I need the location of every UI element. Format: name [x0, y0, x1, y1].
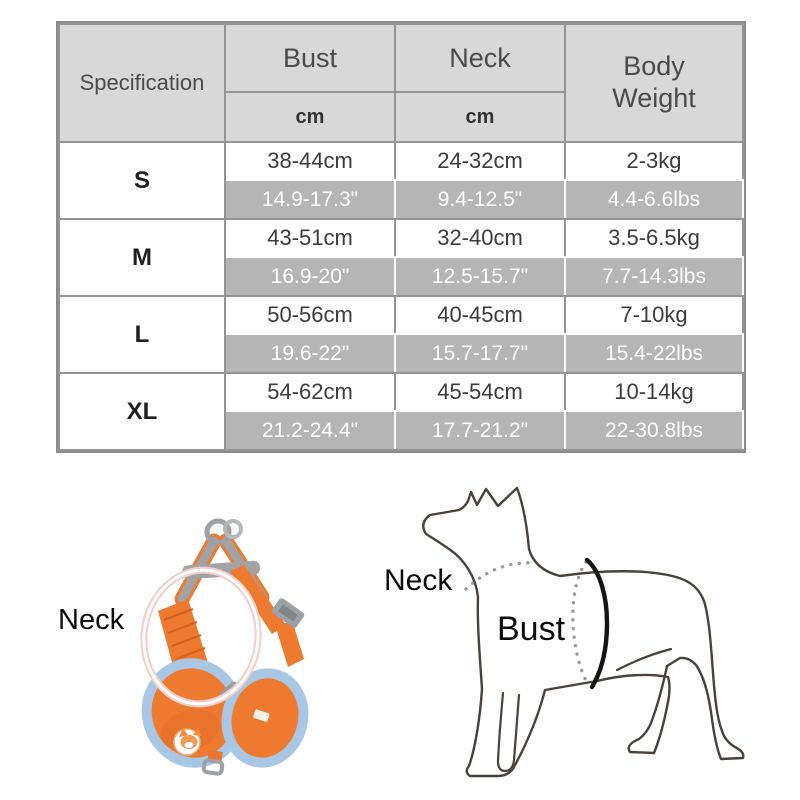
- header-bust: Bust: [225, 24, 395, 92]
- bust-cm-s: 38-44cm: [225, 142, 395, 180]
- size-label-s: S: [59, 142, 225, 219]
- bust-in-m: 16.9-20": [225, 257, 395, 296]
- dog-measurement-diagram: [370, 460, 790, 800]
- neck-in-m: 12.5-15.7": [395, 257, 565, 296]
- neck-in-s: 9.4-12.5": [395, 180, 565, 219]
- table-row-s-cm: [59, 142, 743, 180]
- weight-kg-l: 7-10kg: [565, 296, 743, 334]
- header-specification: Specification: [59, 24, 225, 142]
- table-row-m-cm: [59, 219, 743, 257]
- size-chart: [56, 21, 746, 453]
- table-row-xl-cm: [59, 373, 743, 411]
- size-chart-table: [58, 23, 744, 451]
- weight-kg-s: 2-3kg: [565, 142, 743, 180]
- neck-cm-m: 32-40cm: [395, 219, 565, 257]
- harness-right-strap: [230, 565, 305, 667]
- weight-lbs-xl: 22-30.8lbs: [565, 411, 743, 450]
- header-neck: Neck: [395, 24, 565, 92]
- weight-lbs-s: 4.4-6.6lbs: [565, 180, 743, 219]
- dog-bust-label: Bust: [497, 610, 566, 648]
- bust-in-l: 19.6-22": [225, 334, 395, 373]
- bust-in-xl: 21.2-24.4": [225, 411, 395, 450]
- harness-neck-label: Neck: [58, 604, 125, 636]
- header-neck-unit: cm: [395, 92, 565, 142]
- neck-in-l: 15.7-17.7": [395, 334, 565, 373]
- size-label-xl: XL: [59, 373, 225, 450]
- harness-body: [138, 652, 313, 773]
- weight-kg-m: 3.5-6.5kg: [565, 219, 743, 257]
- harness-product-image: [138, 515, 328, 780]
- neck-cm-l: 40-45cm: [395, 296, 565, 334]
- bust-in-s: 14.9-17.3": [225, 180, 395, 219]
- dog-outline: [423, 488, 743, 776]
- header-bust-unit: cm: [225, 92, 395, 142]
- neck-cm-xl: 45-54cm: [395, 373, 565, 411]
- bust-cm-xl: 54-62cm: [225, 373, 395, 411]
- dog-neck-label: Neck: [384, 564, 453, 597]
- size-label-m: M: [59, 219, 225, 296]
- weight-kg-xl: 10-14kg: [565, 373, 743, 411]
- harness-d-ring-icon: [207, 521, 241, 543]
- table-row-l-cm: [59, 296, 743, 334]
- header-body-weight: Body Weight: [565, 24, 743, 142]
- bust-cm-l: 50-56cm: [225, 296, 395, 334]
- neck-in-xl: 17.7-21.2": [395, 411, 565, 450]
- weight-lbs-m: 7.7-14.3lbs: [565, 257, 743, 296]
- size-label-l: L: [59, 296, 225, 373]
- bust-cm-m: 43-51cm: [225, 219, 395, 257]
- weight-lbs-l: 15.4-22lbs: [565, 334, 743, 373]
- neck-cm-s: 24-32cm: [395, 142, 565, 180]
